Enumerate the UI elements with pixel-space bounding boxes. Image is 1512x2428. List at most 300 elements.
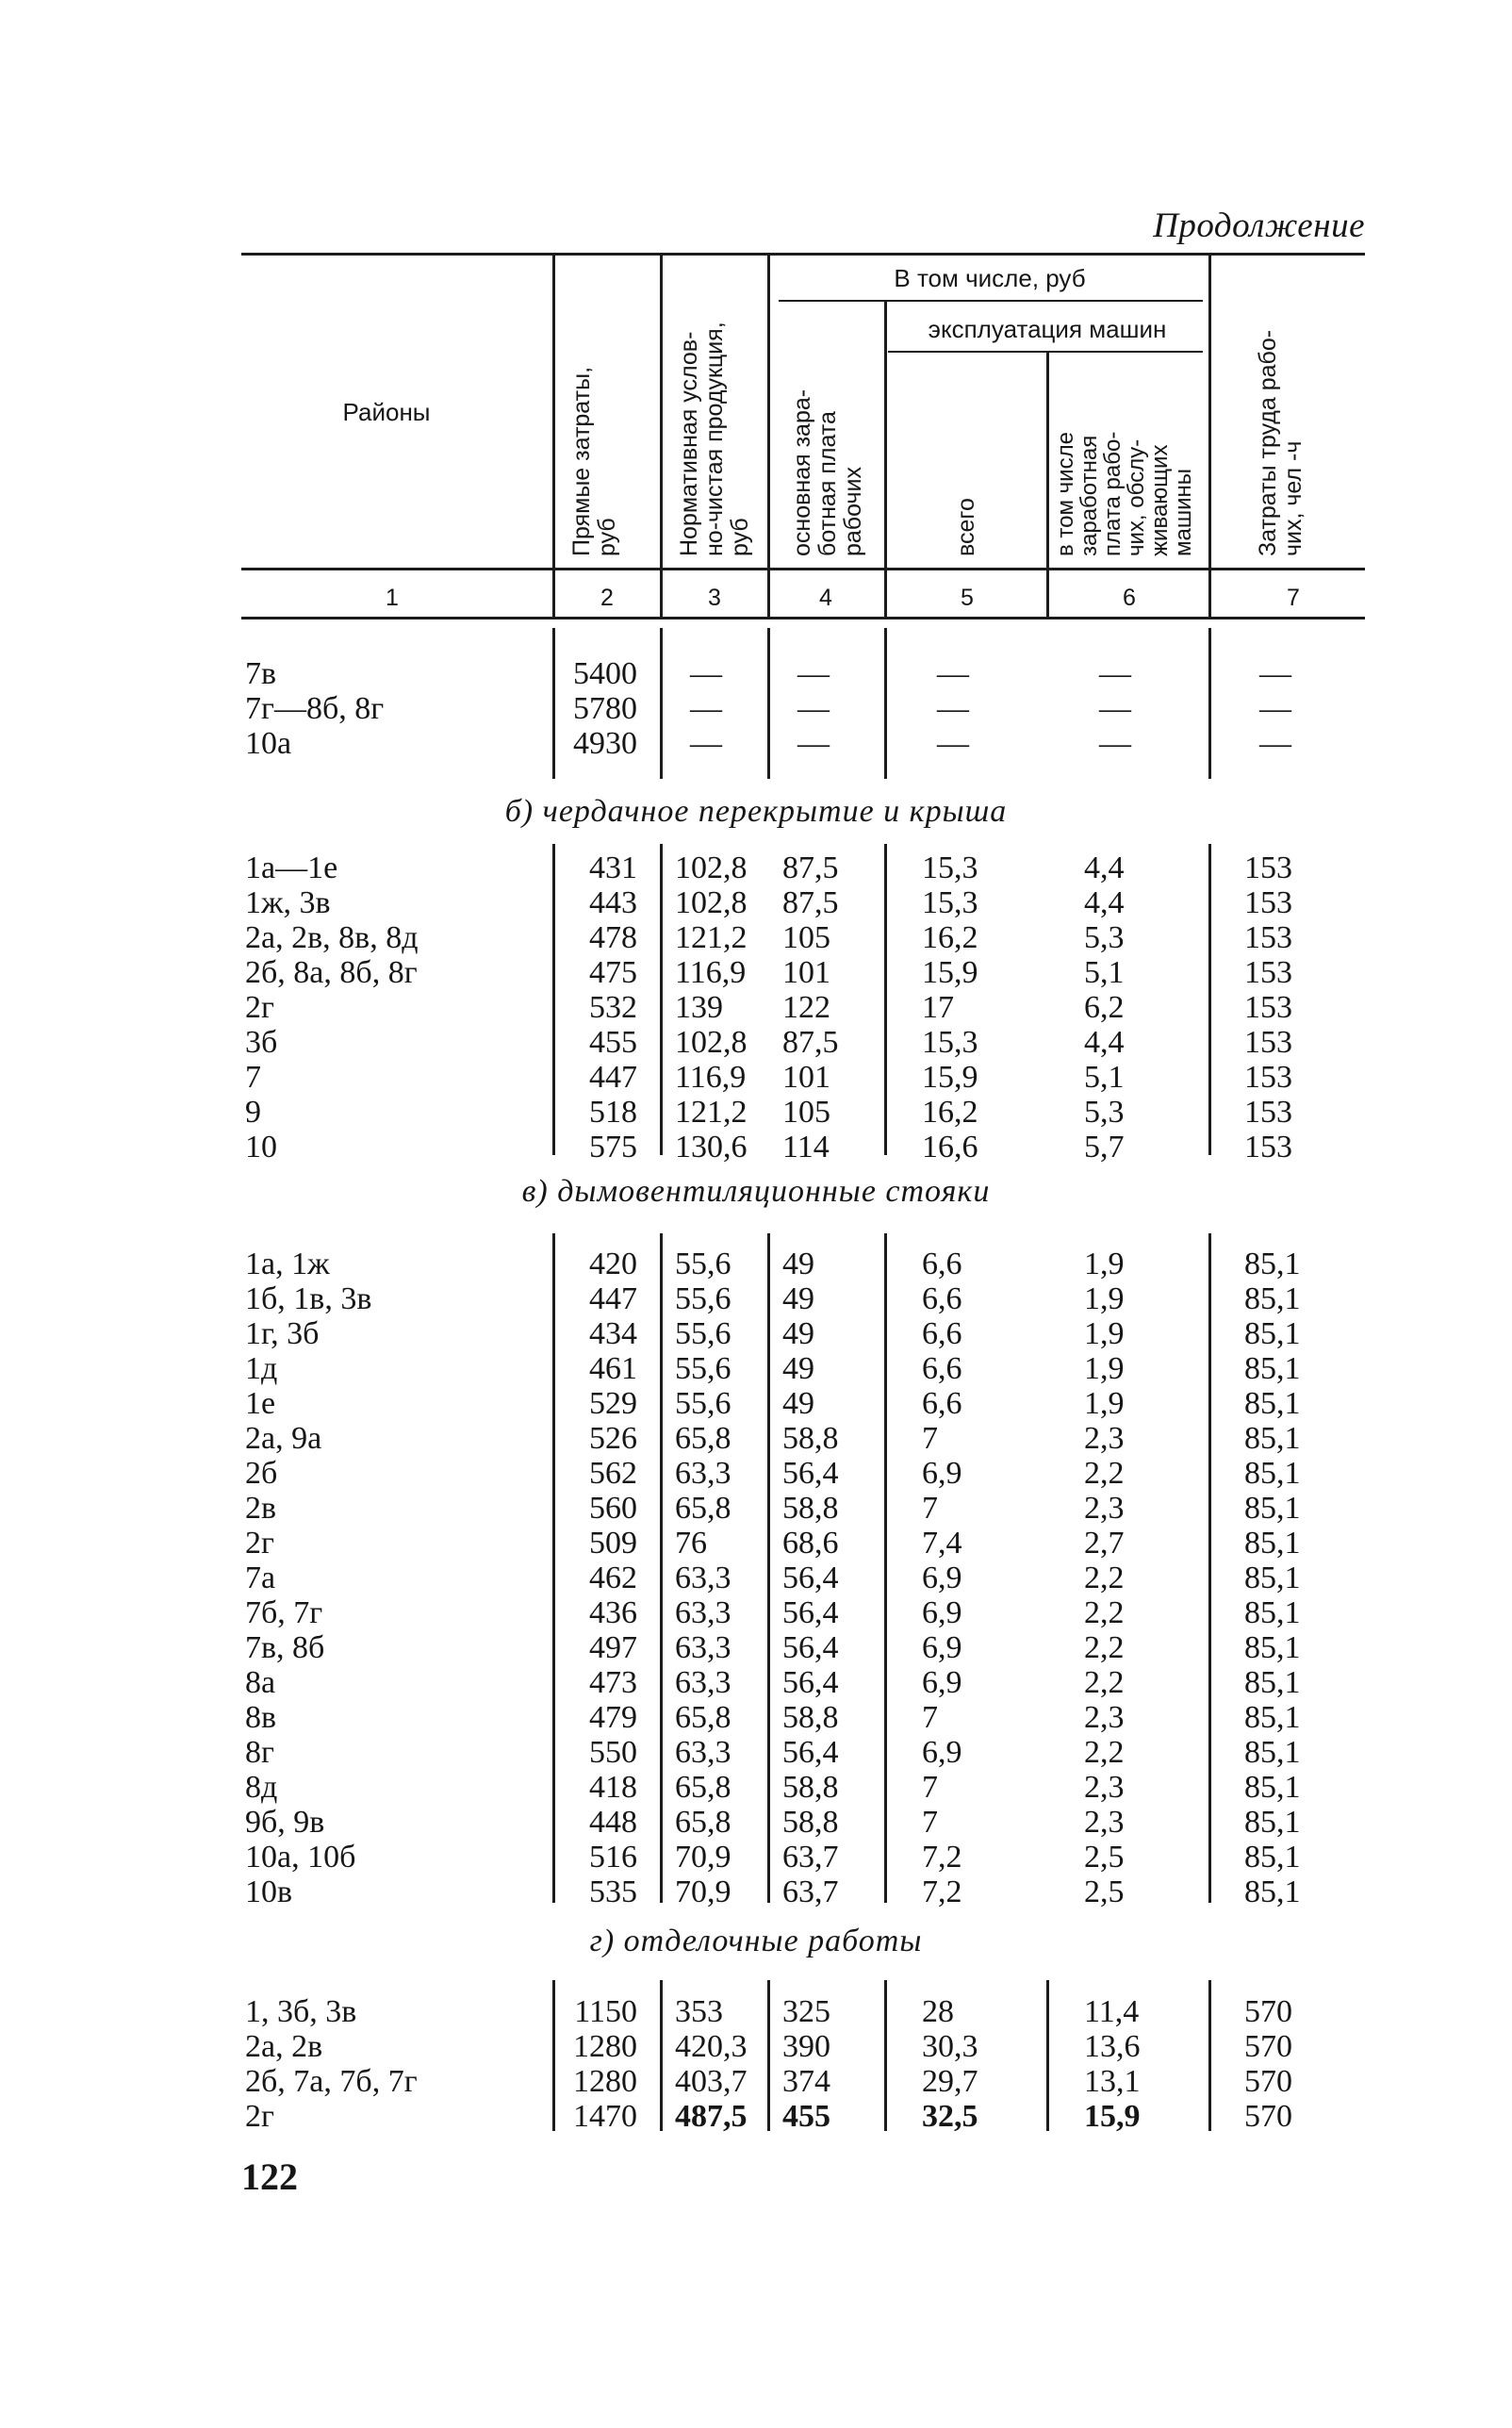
block-c-rule — [660, 1233, 663, 1903]
cell-machine-total: 6,9 — [922, 1456, 962, 1491]
cell-normative-product: 121,2 — [675, 920, 748, 955]
cell-labor-cost: 85,1 — [1244, 1805, 1301, 1840]
cell-machine-wage: 1,9 — [1084, 1247, 1125, 1281]
cell-machine-total: 15,9 — [922, 1060, 978, 1095]
cell-labor-cost: 85,1 — [1244, 1281, 1301, 1316]
cell-machine-wage: 2,3 — [1084, 1770, 1125, 1805]
section-title-attic-roof: б) чердачное перекрытие и крыша — [504, 794, 1008, 829]
cell-normative-product: 55,6 — [675, 1281, 731, 1316]
cell-region: 2б, 8а, 8б, 8г — [245, 955, 418, 990]
cell-region: 1а—1е — [245, 851, 338, 885]
cell-labor-cost: 85,1 — [1244, 1630, 1301, 1665]
colnum-divider — [552, 577, 555, 615]
cell-machine-total: 15,3 — [922, 851, 978, 885]
cell-base-wage: 87,5 — [782, 1025, 839, 1060]
block-a-rule — [1208, 628, 1211, 779]
header-divider-4 — [884, 302, 887, 618]
cell-machine-wage: 2,2 — [1084, 1561, 1125, 1595]
cell-labor-cost: 153 — [1244, 1025, 1292, 1060]
cell-normative-product: 353 — [675, 1994, 723, 2029]
cell-region: 1а, 1ж — [245, 1247, 330, 1281]
cell-machine-total: 6,6 — [922, 1351, 962, 1386]
cell-normative-product: 55,6 — [675, 1247, 731, 1281]
cell-direct-costs: 434 — [589, 1316, 637, 1351]
cell-machine-total: 7 — [922, 1700, 938, 1735]
cell-machine-total: 6,6 — [922, 1386, 962, 1421]
cell-base-wage: 87,5 — [782, 851, 839, 885]
cell-machine-wage: 2,3 — [1084, 1805, 1125, 1840]
cell-region: 7 — [245, 1060, 261, 1095]
cell-normative-product: 102,8 — [675, 851, 748, 885]
header-bottom-rule — [241, 568, 1365, 570]
cell-normative-product: 65,8 — [675, 1421, 731, 1456]
cell-machine-total: — — [937, 726, 969, 761]
cell-labor-cost: 85,1 — [1244, 1561, 1301, 1595]
cell-machine-wage: 2,3 — [1084, 1700, 1125, 1735]
cell-region: 2б, 7а, 7б, 7г — [245, 2064, 418, 2099]
cell-machine-total: 6,6 — [922, 1247, 962, 1281]
cell-region: 2а, 2в, 8в, 8д — [245, 920, 419, 955]
cell-machine-total: 6,9 — [922, 1735, 962, 1770]
cell-machine-wage: 1,9 — [1084, 1351, 1125, 1386]
cell-base-wage: 58,8 — [782, 1770, 839, 1805]
cell-normative-product: 63,3 — [675, 1561, 731, 1595]
cell-base-wage: 455 — [782, 2099, 830, 2134]
cell-base-wage: 87,5 — [782, 885, 839, 920]
cell-base-wage: — — [797, 726, 830, 761]
block-c-rule — [884, 1233, 887, 1903]
column-number-rule — [241, 617, 1365, 619]
cell-labor-cost: 153 — [1244, 1095, 1292, 1130]
cell-normative-product: 70,9 — [675, 1875, 731, 1909]
cell-machine-total: 6,9 — [922, 1595, 962, 1630]
cell-labor-cost: 153 — [1244, 1060, 1292, 1095]
cell-machine-total: 17 — [922, 990, 954, 1025]
cell-region: 7в — [245, 656, 277, 691]
cell-normative-product: 76 — [675, 1526, 707, 1561]
cell-machine-total: 16,6 — [922, 1130, 978, 1164]
cell-machine-wage: 2,2 — [1084, 1456, 1125, 1491]
cell-machine-total: 7 — [922, 1770, 938, 1805]
cell-labor-cost: 570 — [1244, 2029, 1292, 2064]
cell-normative-product: 420,3 — [675, 2029, 748, 2064]
cell-machine-wage: 2,2 — [1084, 1735, 1125, 1770]
block-d-rule — [767, 1980, 770, 2131]
cell-base-wage: 105 — [782, 920, 830, 955]
cell-labor-cost: 153 — [1244, 990, 1292, 1025]
cell-direct-costs: 1280 — [573, 2029, 637, 2064]
cell-normative-product: 63,3 — [675, 1630, 731, 1665]
cell-normative-product: 63,3 — [675, 1595, 731, 1630]
cell-region: 7а — [245, 1561, 276, 1595]
cell-base-wage: — — [797, 691, 830, 726]
cell-machine-total: 28 — [922, 1994, 954, 2029]
cell-machine-wage: 2,7 — [1084, 1526, 1125, 1561]
cell-labor-cost: 85,1 — [1244, 1316, 1301, 1351]
header-divider-2 — [660, 255, 663, 618]
cell-machine-wage: 2,2 — [1084, 1665, 1125, 1700]
cell-normative-product: 116,9 — [675, 955, 747, 990]
header-incl-wage-machine: в том числе заработная плата рабо- чих, обслу- живающих машины — [1053, 431, 1196, 556]
cell-labor-cost: 85,1 — [1244, 1386, 1301, 1421]
cell-machine-wage: 5,3 — [1084, 1095, 1125, 1130]
cell-base-wage: 122 — [782, 990, 830, 1025]
cell-labor-cost: 85,1 — [1244, 1665, 1301, 1700]
header-labor-cost: Затраты труда рабо- чих, чел -ч — [1255, 329, 1307, 556]
section-title-smoke-vent: в) дымовентиляционные стояки — [521, 1174, 991, 1209]
cell-labor-cost: 85,1 — [1244, 1700, 1301, 1735]
cell-labor-cost: 85,1 — [1244, 1770, 1301, 1805]
cell-normative-product: 65,8 — [675, 1491, 731, 1526]
cell-region: 2г — [245, 2099, 274, 2134]
cell-region: 2б — [245, 1456, 278, 1491]
cell-base-wage: 56,4 — [782, 1735, 839, 1770]
cell-base-wage: 49 — [782, 1281, 814, 1316]
col-number-1: 1 — [386, 585, 399, 611]
cell-direct-costs: 526 — [589, 1421, 637, 1456]
cell-labor-cost: 153 — [1244, 885, 1292, 920]
cell-region: 8г — [245, 1735, 274, 1770]
cell-labor-cost: — — [1259, 726, 1291, 761]
col-number-3: 3 — [708, 585, 721, 611]
cell-labor-cost: 85,1 — [1244, 1595, 1301, 1630]
colnum-divider — [1046, 577, 1049, 615]
cell-base-wage: 63,7 — [782, 1840, 839, 1875]
cell-normative-product: 55,6 — [675, 1316, 731, 1351]
cell-machine-wage: — — [1099, 656, 1131, 691]
cell-normative-product: — — [690, 691, 722, 726]
cell-base-wage: 56,4 — [782, 1561, 839, 1595]
cell-region: 1г, 3б — [245, 1316, 320, 1351]
cell-labor-cost: 85,1 — [1244, 1840, 1301, 1875]
cell-machine-wage: 4,4 — [1084, 851, 1125, 885]
cell-machine-total: 15,9 — [922, 955, 978, 990]
cell-direct-costs: 4930 — [573, 726, 637, 761]
cell-normative-product: 65,8 — [675, 1770, 731, 1805]
header-total: всего — [953, 498, 979, 556]
cell-direct-costs: 447 — [589, 1281, 637, 1316]
colnum-divider — [1208, 577, 1211, 615]
cell-base-wage: 56,4 — [782, 1630, 839, 1665]
cell-normative-product: — — [690, 726, 722, 761]
col-number-2: 2 — [600, 585, 614, 611]
cell-base-wage: 49 — [782, 1351, 814, 1386]
cell-direct-costs: 436 — [589, 1595, 637, 1630]
cell-machine-wage: 1,9 — [1084, 1386, 1125, 1421]
cell-normative-product: 63,3 — [675, 1735, 731, 1770]
block-c-rule — [1208, 1233, 1211, 1903]
cell-machine-wage: 13,1 — [1084, 2064, 1141, 2099]
col-number-7: 7 — [1287, 585, 1300, 611]
cell-machine-wage: 5,3 — [1084, 920, 1125, 955]
cell-region: 1, 3б, 3в — [245, 1994, 357, 2029]
block-b-rule — [660, 844, 663, 1155]
cell-normative-product: 121,2 — [675, 1095, 748, 1130]
cell-machine-wage: 2,3 — [1084, 1491, 1125, 1526]
header-direct-costs: Прямые затраты, руб — [568, 366, 620, 556]
cell-machine-total: 7,4 — [922, 1526, 962, 1561]
cell-machine-total: 16,2 — [922, 1095, 978, 1130]
cell-region: 8а — [245, 1665, 276, 1700]
cell-base-wage: 101 — [782, 1060, 830, 1095]
cell-base-wage: 390 — [782, 2029, 830, 2064]
cell-base-wage: 56,4 — [782, 1665, 839, 1700]
cell-base-wage: 58,8 — [782, 1805, 839, 1840]
cell-region: 8д — [245, 1770, 278, 1805]
cell-machine-total: 7 — [922, 1805, 938, 1840]
incl-rub-underline — [779, 300, 1203, 302]
block-d-rule — [1046, 1980, 1049, 2131]
cell-normative-product: 65,8 — [675, 1805, 731, 1840]
cell-machine-total: 30,3 — [922, 2029, 978, 2064]
cell-base-wage: 105 — [782, 1095, 830, 1130]
cell-region: 10в — [245, 1875, 293, 1909]
cell-base-wage: 325 — [782, 1994, 830, 2029]
cell-machine-total: 7,2 — [922, 1875, 962, 1909]
cell-direct-costs: 529 — [589, 1386, 637, 1421]
cell-direct-costs: 560 — [589, 1491, 637, 1526]
col-number-5: 5 — [961, 585, 974, 611]
cell-direct-costs: 420 — [589, 1247, 637, 1281]
cell-machine-wage: 1,9 — [1084, 1281, 1125, 1316]
cell-direct-costs: 535 — [589, 1875, 637, 1909]
cell-labor-cost: 85,1 — [1244, 1735, 1301, 1770]
header-divider-3 — [767, 255, 770, 618]
col-number-4: 4 — [819, 585, 832, 611]
cell-region: 10 — [245, 1130, 277, 1164]
cell-machine-wage: 11,4 — [1084, 1994, 1140, 2029]
cell-direct-costs: 575 — [589, 1130, 637, 1164]
cell-normative-product: 65,8 — [675, 1700, 731, 1735]
cell-direct-costs: 461 — [589, 1351, 637, 1386]
cell-region: 1б, 1в, 3в — [245, 1281, 372, 1316]
cell-base-wage: 56,4 — [782, 1456, 839, 1491]
cell-machine-wage: 2,5 — [1084, 1840, 1125, 1875]
cell-direct-costs: 418 — [589, 1770, 637, 1805]
cell-base-wage: 114 — [782, 1130, 830, 1164]
cell-region: 7в, 8б — [245, 1630, 325, 1665]
cell-direct-costs: 478 — [589, 920, 637, 955]
cell-region: 1е — [245, 1386, 276, 1421]
cell-normative-product: — — [690, 656, 722, 691]
cell-machine-total: 16,2 — [922, 920, 978, 955]
cell-normative-product: 63,3 — [675, 1665, 731, 1700]
cell-direct-costs: 462 — [589, 1561, 637, 1595]
cell-machine-total: 6,6 — [922, 1316, 962, 1351]
cell-region: 8в — [245, 1700, 277, 1735]
cell-machine-total: 32,5 — [922, 2099, 978, 2134]
cell-machine-wage: — — [1099, 691, 1131, 726]
cell-region: 2в — [245, 1491, 277, 1526]
block-d-rule — [552, 1980, 555, 2131]
block-d-rule — [660, 1980, 663, 2131]
cell-machine-total: 15,3 — [922, 1025, 978, 1060]
cell-direct-costs: 1150 — [574, 1994, 637, 2029]
block-b-rule — [1208, 844, 1211, 1155]
block-a-rule — [767, 628, 770, 779]
cell-labor-cost: 570 — [1244, 1994, 1292, 2029]
cell-normative-product: 130,6 — [675, 1130, 748, 1164]
cell-normative-product: 70,9 — [675, 1840, 731, 1875]
cell-machine-total: 7 — [922, 1421, 938, 1456]
continued-label: Продолжение — [1153, 206, 1365, 245]
cell-direct-costs: 509 — [589, 1526, 637, 1561]
cell-labor-cost: 153 — [1244, 851, 1292, 885]
cell-direct-costs: 447 — [589, 1060, 637, 1095]
cell-machine-total: 7,2 — [922, 1840, 962, 1875]
cell-machine-total: 6,9 — [922, 1630, 962, 1665]
cell-machine-wage: 2,3 — [1084, 1421, 1125, 1456]
cell-base-wage: 374 — [782, 2064, 830, 2099]
header-machine-operation: эксплуатация машин — [928, 315, 1167, 343]
cell-region: 9б, 9в — [245, 1805, 325, 1840]
cell-base-wage: 58,8 — [782, 1421, 839, 1456]
cell-base-wage: 63,7 — [782, 1875, 839, 1909]
cell-region: 7б, 7г — [245, 1595, 323, 1630]
cell-labor-cost: 85,1 — [1244, 1875, 1301, 1909]
cell-direct-costs: 448 — [589, 1805, 637, 1840]
header-incl-rub: В том числе, руб — [894, 264, 1086, 292]
cell-machine-total: — — [937, 656, 969, 691]
cell-machine-wage: 2,2 — [1084, 1595, 1125, 1630]
colnum-divider — [884, 577, 887, 615]
cell-machine-wage: 5,1 — [1084, 955, 1125, 990]
cell-base-wage: — — [797, 656, 830, 691]
cell-direct-costs: 431 — [589, 851, 637, 885]
cell-machine-total: 29,7 — [922, 2064, 978, 2099]
machine-op-underline — [888, 351, 1203, 353]
cell-base-wage: 58,8 — [782, 1491, 839, 1526]
cell-direct-costs: 562 — [589, 1456, 637, 1491]
cell-machine-wage: 6,2 — [1084, 990, 1125, 1025]
cell-direct-costs: 532 — [589, 990, 637, 1025]
cell-region: 9 — [245, 1095, 261, 1130]
colnum-divider — [767, 577, 770, 615]
cell-labor-cost: 85,1 — [1244, 1456, 1301, 1491]
cell-labor-cost: 85,1 — [1244, 1247, 1301, 1281]
cell-machine-wage: 2,5 — [1084, 1875, 1125, 1909]
cell-labor-cost: — — [1259, 656, 1291, 691]
cell-base-wage: 58,8 — [782, 1700, 839, 1735]
header-regions: Районы — [342, 398, 431, 426]
cell-normative-product: 55,6 — [675, 1386, 731, 1421]
block-a-rule — [884, 628, 887, 779]
cell-region: 2а, 2в — [245, 2029, 323, 2064]
cell-direct-costs: 479 — [589, 1700, 637, 1735]
cell-machine-wage: 5,1 — [1084, 1060, 1125, 1095]
cell-direct-costs: 497 — [589, 1630, 637, 1665]
cell-direct-costs: 518 — [589, 1095, 637, 1130]
cell-base-wage: 101 — [782, 955, 830, 990]
cell-machine-total: 6,9 — [922, 1665, 962, 1700]
cell-direct-costs: 455 — [589, 1025, 637, 1060]
cell-direct-costs: 1280 — [573, 2064, 637, 2099]
cell-machine-wage: 5,7 — [1084, 1130, 1125, 1164]
cell-normative-product: 403,7 — [675, 2064, 748, 2099]
cell-base-wage: 49 — [782, 1386, 814, 1421]
cell-labor-cost: 570 — [1244, 2099, 1292, 2134]
cell-labor-cost: 153 — [1244, 1130, 1292, 1164]
cell-machine-wage: 4,4 — [1084, 885, 1125, 920]
cell-direct-costs: 550 — [589, 1735, 637, 1770]
block-d-rule — [1208, 1980, 1211, 2131]
cell-machine-total: 6,6 — [922, 1281, 962, 1316]
header-normative-product: Нормативная услов- но-чистая продукция, руб — [676, 322, 753, 556]
cell-region: 2а, 9а — [245, 1421, 322, 1456]
cell-labor-cost: 570 — [1244, 2064, 1292, 2099]
cell-normative-product: 116,9 — [675, 1060, 747, 1095]
cell-region: 7г—8б, 8г — [245, 691, 385, 726]
block-c-rule — [767, 1233, 770, 1903]
cell-normative-product: 55,6 — [675, 1351, 731, 1386]
cell-region: 10а, 10б — [245, 1840, 356, 1875]
header-divider-6 — [1208, 255, 1211, 618]
colnum-divider — [660, 577, 663, 615]
cell-normative-product: 487,5 — [675, 2099, 748, 2134]
block-a-rule — [660, 628, 663, 779]
cell-labor-cost: — — [1259, 691, 1291, 726]
cell-machine-total: 6,9 — [922, 1561, 962, 1595]
cell-region: 10а — [245, 726, 292, 761]
cell-direct-costs: 475 — [589, 955, 637, 990]
cell-region: 2г — [245, 990, 274, 1025]
cell-labor-cost: 85,1 — [1244, 1526, 1301, 1561]
block-b-rule — [884, 844, 887, 1155]
block-a-rule — [552, 628, 555, 779]
cell-machine-total: 7 — [922, 1491, 938, 1526]
cell-base-wage: 49 — [782, 1247, 814, 1281]
cell-base-wage: 56,4 — [782, 1595, 839, 1630]
cell-machine-wage: 2,2 — [1084, 1630, 1125, 1665]
cell-region: 1ж, 3в — [245, 885, 331, 920]
cell-labor-cost: 85,1 — [1244, 1421, 1301, 1456]
block-d-rule — [884, 1980, 887, 2131]
table-top-rule — [241, 253, 1365, 256]
header-base-wage: основная зара- ботная плата рабочих — [789, 388, 866, 556]
cell-labor-cost: 153 — [1244, 920, 1292, 955]
block-c-rule — [552, 1233, 555, 1903]
cell-direct-costs: 516 — [589, 1840, 637, 1875]
section-title-finishing: г) отделочные работы — [589, 1924, 923, 1958]
cell-direct-costs: 473 — [589, 1665, 637, 1700]
cell-machine-total: 15,3 — [922, 885, 978, 920]
cell-direct-costs: 5400 — [573, 656, 637, 691]
cell-normative-product: 63,3 — [675, 1456, 731, 1491]
cell-base-wage: 68,6 — [782, 1526, 839, 1561]
cell-direct-costs: 443 — [589, 885, 637, 920]
cell-region: 3б — [245, 1025, 278, 1060]
cell-labor-cost: 153 — [1244, 955, 1292, 990]
cell-region: 1д — [245, 1351, 278, 1386]
cell-machine-wage: 15,9 — [1084, 2099, 1141, 2134]
block-b-rule — [552, 844, 555, 1155]
cell-normative-product: 139 — [675, 990, 723, 1025]
cell-direct-costs: 1470 — [573, 2099, 637, 2134]
cell-machine-wage: 4,4 — [1084, 1025, 1125, 1060]
page-number: 122 — [241, 2155, 298, 2198]
cell-labor-cost: 85,1 — [1244, 1491, 1301, 1526]
cell-machine-wage: — — [1099, 726, 1131, 761]
cell-machine-wage: 1,9 — [1084, 1316, 1125, 1351]
cell-machine-wage: 13,6 — [1084, 2029, 1141, 2064]
header-divider-1 — [552, 255, 555, 618]
cell-direct-costs: 5780 — [573, 691, 637, 726]
col-number-6: 6 — [1123, 585, 1136, 611]
cell-normative-product: 102,8 — [675, 885, 748, 920]
cell-machine-total: — — [937, 691, 969, 726]
cell-normative-product: 102,8 — [675, 1025, 748, 1060]
cell-base-wage: 49 — [782, 1316, 814, 1351]
